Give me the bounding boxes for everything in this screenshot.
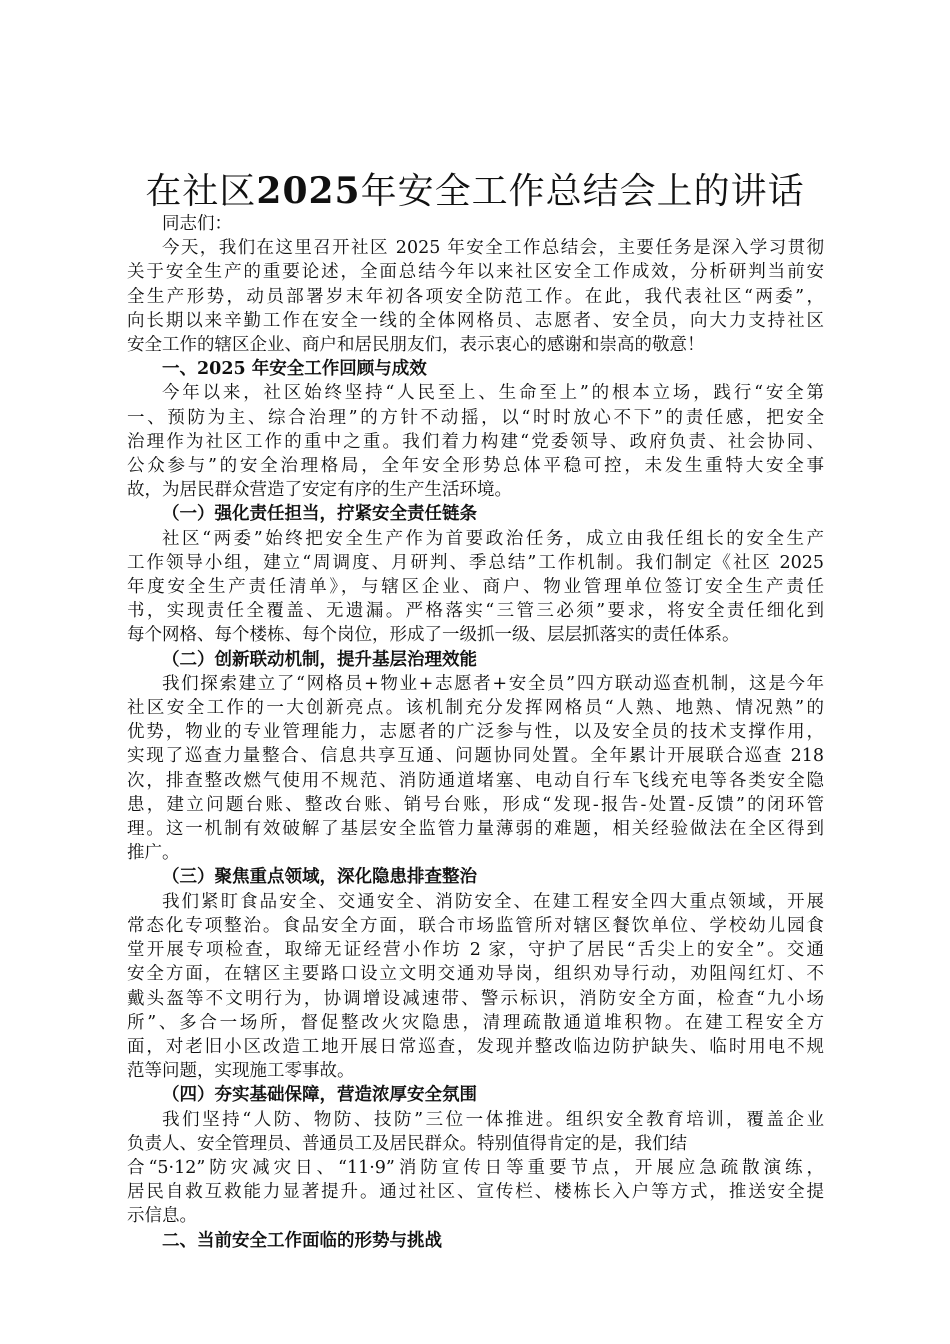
title-suffix: 年安全工作总结会上的讲话	[360, 171, 805, 212]
subsection-heading: （三）聚焦重点领域，深化隐患排查整治	[162, 867, 477, 888]
sub4-paragraph	[127, 1108, 824, 1229]
paragraph-line: 堂开展专项检查，取缔无证经营小作坊 2 家，守护了居民“舌尖上的安全”。交通	[127, 940, 824, 961]
title-year: 2025	[256, 170, 361, 212]
subsection-heading: （二）创新联动机制，提升基层治理效能	[162, 649, 477, 670]
document-body	[127, 212, 824, 1253]
paragraph-line: 居民自救互救能力显著提升。通过社区、宣传栏、楼栋长入户等方式，推送安全提	[127, 1182, 824, 1203]
paragraph-line: 今年以来，社区始终坚持“人民至上、生命至上”的根本立场，践行“安全第	[162, 383, 824, 404]
paragraph-line: 优势，物业的专业管理能力，志愿者的广泛参与性，以及安全员的技术支撑作用，	[127, 722, 824, 743]
paragraph-line: 社区“两委”始终把安全生产作为首要政治任务，成立由我任组长的安全生产	[162, 528, 824, 549]
paragraph-line: 故，为居民群众营造了安定有序的生产生活环境。	[127, 480, 512, 501]
paragraph-line: 我们坚持“人防、物防、技防”三位一体推进。组织安全教育培训，覆盖企业	[162, 1109, 824, 1130]
sub1-paragraph	[127, 527, 824, 648]
paragraph-line: 每个网格、每个楼栋、每个岗位，形成了一级抓一级、层层抓落实的责任体系。	[127, 625, 740, 646]
intro-line: 安全工作的辖区企业、商户和居民朋友们，表示衷心的感谢和崇高的敬意！	[127, 335, 705, 356]
paragraph-line: 治理作为社区工作的重中之重。我们着力构建“党委领导、政府负责、社会协同、	[127, 431, 824, 452]
paragraph-line: 我们探索建立了“网格员+物业+志愿者+安全员”四方联动巡查机制，这是今年	[162, 673, 824, 694]
paragraph-line: 所”、多合一场所，督促整改火灾隐患，清理疏散通道堆积物。在建工程安全方	[127, 1012, 824, 1033]
intro-line: 关于安全生产的重要论述，全面总结今年以来社区安全工作成效，分析研判当前安	[127, 262, 824, 283]
paragraph-line: 范等问题，实现施工零事故。	[127, 1061, 355, 1082]
paragraph-line: 工作领导小组，建立“周调度、月研判、季总结”工作机制。我们制定《社区 2025	[127, 552, 824, 573]
paragraph-line: 实现了巡查力量整合、信息共享互通、问题协同处置。全年累计开展联合巡查 218	[127, 746, 824, 767]
section1-paragraph	[127, 381, 824, 502]
paragraph-line: 面，对老旧小区改造工地开展日常巡查，发现并整改临边防护缺失、临时用电不规	[127, 1036, 824, 1057]
intro-paragraph	[127, 236, 824, 357]
paragraph-line: 负责人、安全管理员、普通员工及居民群众。特别值得肯定的是，我们结	[127, 1133, 687, 1154]
paragraph-line: 我们紧盯食品安全、交通安全、消防安全、在建工程安全四大重点领域，开展	[162, 891, 824, 912]
intro-line: 向长期以来辛勤工作在安全一线的全体网格员、志愿者、安全员，向大力支持社区	[127, 310, 824, 331]
sub3-paragraph	[127, 890, 824, 1084]
paragraph-line: 安全方面，在辖区主要路口设立文明交通劝导岗，组织劝导行动，劝阻闯红灯、不	[127, 964, 824, 985]
paragraph-line: 次，排查整改燃气使用不规范、消防通道堵塞、电动自行车飞线充电等各类安全隐	[127, 770, 824, 791]
paragraph-line: 年度安全生产责任清单》，与辖区企业、商户、物业管理单位签订安全生产责任	[127, 577, 824, 598]
intro-line: 今天，我们在这里召开社区 2025 年安全工作总结会，主要任务是深入学习贯彻	[162, 238, 824, 259]
paragraph-line: 患，建立问题台账、整改台账、销号台账，形成“发现-报告-处置-反馈”的闭环管	[127, 794, 824, 815]
paragraph-line: 一、预防为主、综合治理”的方针不动摇，以“时时放心不下”的责任感，把安全	[127, 407, 824, 428]
title-prefix: 在社区	[145, 171, 257, 212]
paragraph-line: 推广。	[127, 843, 180, 864]
sub2-paragraph	[127, 672, 824, 866]
paragraph-line: 公众参与”的安全治理格局，全年安全形势总体平稳可控，未发生重特大安全事	[127, 456, 824, 477]
paragraph-line: 常态化专项整治。食品安全方面，联合市场监管所对辖区餐饮单位、学校幼儿园食	[127, 915, 824, 936]
paragraph-line: 示信息。	[127, 1206, 197, 1227]
section-heading: 二、当前安全工作面临的形势与挑战	[162, 1230, 442, 1251]
subsection-heading: （四）夯实基础保障，营造浓厚安全氛围	[162, 1085, 477, 1106]
greeting: 同志们：	[162, 214, 232, 234]
page-title	[120, 168, 830, 215]
paragraph-line: 合“5·12”防灾减灾日、“11·9”消防宣传日等重要节点，开展应急疏散演练，	[127, 1157, 824, 1178]
intro-line: 全生产形势，动员部署岁末年初各项安全防范工作。在此，我代表社区“两委”，	[127, 286, 824, 307]
paragraph-line: 理。这一机制有效破解了基层安全监管力量薄弱的难题，相关经验做法在全区得到	[127, 819, 824, 840]
subsection-heading: （一）强化责任担当，拧紧安全责任链条	[162, 504, 477, 525]
paragraph-line: 社区安全工作的一大创新亮点。该机制充分发挥网格员“人熟、地熟、情况熟”的	[127, 698, 824, 719]
paragraph-line: 书，实现责任全覆盖、无遗漏。严格落实“三管三必须”要求，将安全责任细化到	[127, 601, 824, 622]
paragraph-line: 戴头盔等不文明行为，协调增设减速带、警示标识，消防安全方面，检查“九小场	[127, 988, 824, 1009]
section-heading: 一、2025 年安全工作回顾与成效	[162, 359, 427, 380]
